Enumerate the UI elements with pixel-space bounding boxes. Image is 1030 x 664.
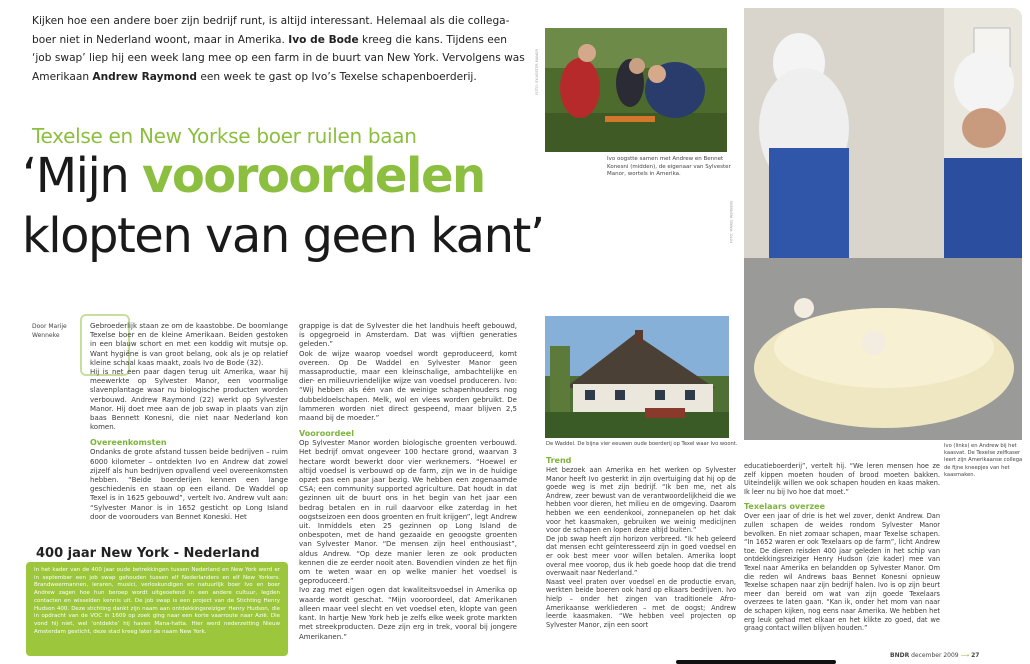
arrow-icon: ⟶: [960, 652, 970, 659]
column-1: [90, 322, 288, 522]
magazine-name: BNDR: [890, 652, 910, 659]
col3-paragraph-2: De job swap heeft zijn horizon verbreed. “Ik heb geleerd dat mensen echt geïnteresseerd zijn in goed voedsel en er ook best meer voor willen betalen. Amerika loopt overal mee voorop, dus ik heb goede hoop dat die trend overwaait naar Nederland.”: [546, 534, 736, 578]
intro-text: [32, 12, 527, 86]
col2-paragraph-2: Ook de wijze waarop voedsel wordt geproduceerd, komt overeen. Op De Waddel en Sylvester Manor geen massaproductie, maar een kleinschalige, ambachtelijke en dier- en milieuvriendelijke wijze van voedsel produceren. Ivo: “Wij hebben als één van de weinige schapenhouders nog dubbeldoelschapen. Melk, wol en vlees worden gebruikt. De lammeren worden niet direct gespeend, maar blijven 2,5 maand bij de moeder.”: [299, 349, 517, 423]
harvest-caption: Ivo oogstte samen met Andrew en Bennet Konesni (midden), de eigenaar van Sylvester Manor, wortels in Amerika.: [607, 156, 731, 177]
harvest-photo: [545, 28, 727, 152]
intro-part-2: kreeg die kans. Tijdens een ‘job swap’ liep hij een week lang mee op een farm in de buurt van New York. Vervolgens was Amerikaan: [32, 33, 525, 83]
col3-paragraph-3: Naast veel praten over voedsel en de productie ervan, werkten beide boeren ook hard op elkaars bedrijven. Ivo hielp – onder het zingen van traditionele Afro-Amerikaanse werkliederen – met de oogst; Andrew leerde kaasmaken. “We hebben veel projecten op Sylvester Manor, zijn een soort: [546, 577, 736, 629]
col3-paragraph-1: Het bezoek aan Amerika en het werken op Sylvester Manor heeft Ivo gesterkt in zijn overtuiging dat hij op de goede weg is met zijn bedrijf. “Ik ben me, net als Andrew, zeer bewust van de verantwoordelijkheid die we hebben voor dieren, het milieu en de omgeving. Daarom hebben we een eendenkooi, zonnepanelen op het dak voor het kaasmaken, gebruiken we weinig medicijnen voor de schapen en lopen deze altijd buiten.”: [546, 466, 736, 535]
page-footer: [890, 652, 979, 659]
col2-heading: Vooroordeel: [299, 429, 354, 439]
column-4: [744, 462, 940, 633]
col2-paragraph-4: Ivo zag met eigen ogen dat kwaliteitsvoedsel in Amerika op waarde wordt geschat. “Mijn vooroordeel, dat Amerikanen alleen maar veel slecht en vet voedsel eten, klopte van geen kant. In hartje New York heb je zelfs elke week grote markten met streekproducten. Deze zijn erg in trek, vooral bij jongere Amerikanen.”: [299, 586, 517, 641]
intro-name-andrew: Andrew Raymond: [92, 70, 197, 83]
col1-paragraph-1: Gebroederlijk staan ze om de kaastobbe. De boomlange Texelse boer en de kleine Amerikaan. Beiden gestoken in een blauw schort en met een koddig wit mutsje op. Want hygiëne is van groot belang, ook als je op relatief kleine schaal kaas maakt, zoals Ivo de Bode (32).: [90, 322, 288, 367]
col1-heading: Overeenkomsten: [90, 438, 167, 448]
headline-highlight: vooroordelen: [142, 148, 485, 204]
headline-line-2: klopten van geen kant’: [22, 208, 544, 264]
cheese-caption: Ivo (links) en Andrew bij het kaasvat. De Texelse zelfkaser leert zijn Amerikaanse collega de fijne kneepjes van het kaasmaken.: [944, 443, 1023, 478]
intro-part-1: Kijken hoe een andere boer zijn bedrijf runt, is altijd interessant. Helemaal als die collega-boer niet in Nederland woont, maar in Amerika.: [32, 15, 510, 46]
farmhouse-photo: [545, 316, 729, 438]
col1-paragraph-2: Hij is net een paar dagen terug uit Amerika, waar hij meewerkte op Sylvester Manor, een voormalige slavenplantage waar nu biologische producten worden verbouwd. Andrew Raymond (22) werkt op Sylvester Manor. Hij doet mee aan de job swap in plaats van zijn baas Bennett Konesni, die niet naar Nederland kon komen.: [90, 368, 288, 432]
photo-credit-2: FOTO: MARIJE WENNEKE: [729, 200, 734, 244]
headline-quote-start: ‘Mijn: [22, 148, 143, 204]
byline: Door Marije Wenneke: [32, 323, 67, 339]
kicker: Texelse en New Yorkse boer ruilen baan: [32, 124, 417, 148]
photo-credit-1: FOTO: SYLVESTER MANOR: [534, 49, 539, 95]
intro-part-3: een week te gast op Ivo’s Texelse schapenboerderij.: [196, 70, 477, 83]
col4-heading: Texelaars overzee: [744, 502, 826, 512]
column-3: [546, 454, 736, 629]
col2-paragraph-1: grappige is dat de Sylvester die het landhuis heeft gebouwd, is opgegroeid in Amsterdam. Dat was vijftien generaties geleden.”: [299, 322, 517, 349]
farmhouse-caption: De Waddel. De bijna vier eeuwen oude boerderij op Texel waar Ivo woont.: [546, 441, 738, 447]
cheese-making-photo: [744, 8, 1022, 440]
box-title: 400 jaar New York - Nederland: [36, 546, 260, 561]
col4-paragraph-1: educatieboerderij”, vertelt hij. “We leren mensen hoe ze zelf kippen moeten houden of brood moeten bakken. Uiteindelijk willen we ook schapen houden en kaas maken. Ik leer nu bij Ivo hoe dat moet.”: [744, 462, 940, 496]
col3-heading: Trend: [546, 456, 572, 465]
info-box-text: In het kader van de 400 jaar oude betrekkingen tussen Nederland en New York werd er in september een job swap gehouden tussen elf Nederlanders en elf New Yorkers. Brandweermannen, leraren, musici, verloskundigen en natuurlijk boer Ivo en boer Andrew zagen hoe hun beroep wordt uitgeoefend in een andere cultuur, legden contacten en wisselden kennis uit. De job swap is een project van de Stichting Henry Hudson 400. Deze stichting dankt zijn naam aan ontdekkingsreiziger Henry Hudson, die in opdracht van de VOC in 1609 op zoek ging naar een korte vaarroute naar Azië. Die vond hij niet, wel ‘ontdekte’ hij haven Mana-hatta. Hier werd nederzetting Nieuw Amsterdam gesticht, deze stad kreeg later de naam New York.: [34, 567, 280, 635]
intro-name-ivo: Ivo de Bode: [288, 33, 359, 46]
headline: [22, 146, 542, 266]
col1-paragraph-3: Ondanks de grote afstand tussen beide bedrijven – ruim 6000 kilometer – ontdekten Ivo en Andrew dat zowel zijzelf als hun bedrijven opvallend veel overeenkomsten hebben. “Beide boerderijen kennen een lange geschiedenis en staan op een eiland. De Waddel op Texel is in 1625 gebouwd”, vertelt Ivo. Andrew vult aan: “Sylvester Manor is in 1652 gesticht op Long Island door de voorouders van Bennet Koneski. Het: [90, 448, 288, 521]
col4-paragraph-2: Over een jaar of drie is het wel zover, denkt Andrew. Dan zullen schapen de weides rondom Sylvester Manor bevolken. En niet zomaar schapen, maar Texelse schapen. “In 1652 waren er ook Texelaars op de farm”, licht Andrew toe. De dieren reisden 400 jaar geleden in het schip van ontdekkingsreiziger Henry Hudson (zie kader) mee van Texel naar Amerika en belandden op Sylvester Manor. Om die reden wil Andrews baas Bennet Konesni opnieuw Texelse schapen naar zijn bedrijf halen. Ivo is op zijn beurt meer dan bereid om wat van zijn goede Texelaars overzees te laten gaan. “Kan ik, onder het mom van naar de schapen kijken, nog eens naar Amerika. We hebben het erg leuk gehad met elkaar en het klikte zo goed, dat we graag contact willen blijven houden.”: [744, 512, 940, 633]
headline-line-1: [22, 146, 542, 206]
issue-date: december 2009: [911, 652, 959, 659]
info-box: [26, 562, 288, 656]
bottom-bar: [676, 660, 836, 664]
col2-paragraph-3: Op Sylvester Manor worden biologische groenten verbouwd. Het bedrijf omvat ongeveer 100 hectare grond, waarvan 3 hectare wordt bewerkt door vier werknemers. “Hoewel er altijd voedsel is verbouwd op de farm, zijn we in de huidige opzet pas een paar jaar bezig. We hebben een zogenaamde CSA; een community supported agriculture. Dat houdt in dat gezinnen uit de buurt ons in het begin van het jaar een bedrag betalen en in ruil daarvoor elke zaterdag in het oogstseizoen een doos groenten en fruit krijgen”, legt Andrew uit. Inmiddels eten 25 gezinnen op Long Island de onbespoten, met de hand gezaaide en geoogste groenten van Sylvester Manor. “De mensen zijn heel enthousiast”, aldus Andrew. “Op deze manier leren ze ook producten kennen die ze eerder nooit aten. Bovendien vinden ze het fijn om te weten waar en op welke manier het voedsel is geproduceerd.”: [299, 439, 517, 586]
page-number: 27: [971, 652, 980, 659]
column-2: [299, 322, 517, 642]
